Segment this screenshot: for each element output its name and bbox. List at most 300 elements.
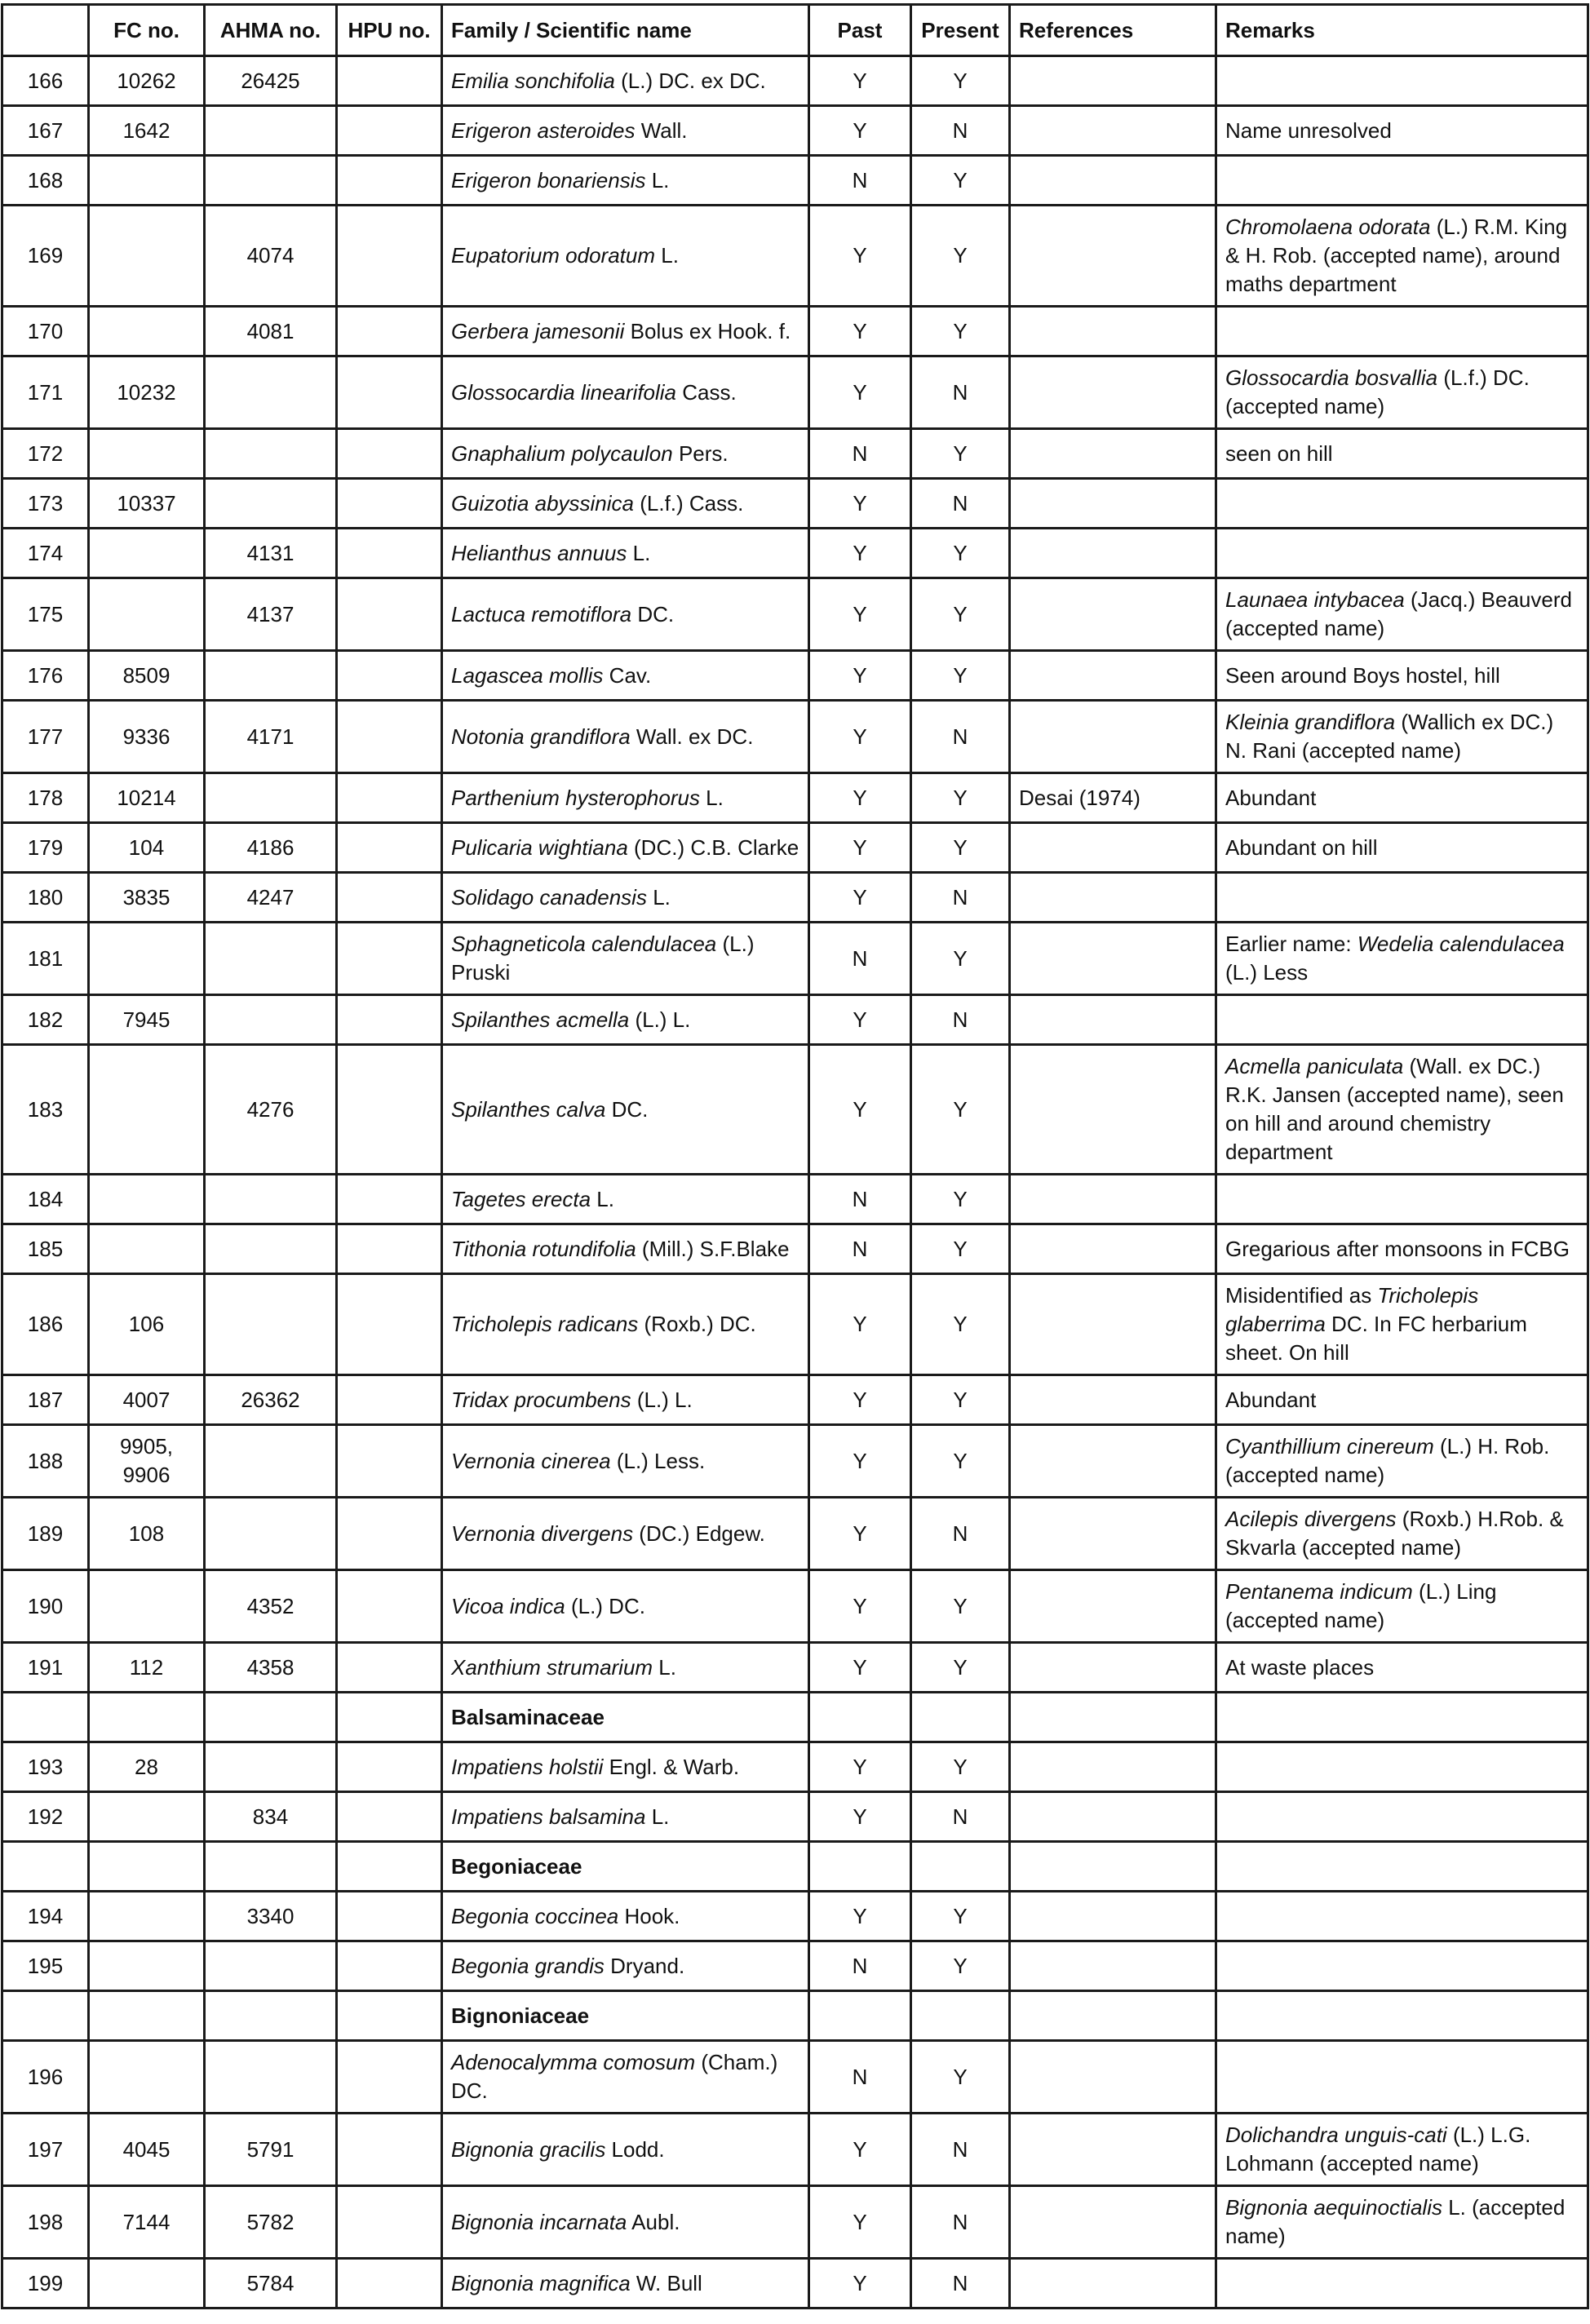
hpu-no-cell (337, 1425, 442, 1498)
empty-cell (205, 1842, 337, 1892)
table-row (2, 873, 1588, 923)
hpu-no-cell (337, 1175, 442, 1224)
species-authority: Dryand. (604, 1953, 685, 1978)
serial-no-cell: 179 (2, 823, 89, 873)
scientific-name-cell (442, 995, 809, 1045)
remark-text: Abundant on hill (1225, 834, 1378, 860)
present-cell: Y (911, 1643, 1010, 1693)
remarks-cell (1216, 479, 1588, 529)
serial-no-cell: 195 (2, 1941, 89, 1991)
flora-table (1, 3, 1589, 2309)
species-name: Vicoa indica (451, 1593, 565, 1618)
past-cell: Y (809, 1375, 911, 1425)
remarks-cell (1216, 2114, 1588, 2186)
fc-no-cell (89, 1570, 205, 1643)
species-name: Emilia sonchifolia (451, 68, 615, 93)
references-cell (1010, 106, 1216, 156)
references-cell (1010, 1742, 1216, 1792)
present-cell: N (911, 1792, 1010, 1842)
ahma-no-cell (205, 1941, 337, 1991)
remark-text: DC. In FC herbarium sheet. On hill (1225, 1312, 1527, 1365)
species-authority: L. (645, 167, 670, 193)
past-cell: Y (809, 873, 911, 923)
table-row (2, 823, 1588, 873)
remarks-cell (1216, 1892, 1588, 1941)
empty-cell (1216, 1991, 1588, 2041)
species-name: Tricholepis radicans (451, 1312, 639, 1336)
present-cell: Y (911, 307, 1010, 356)
references-cell (1010, 995, 1216, 1045)
scientific-name-cell (442, 529, 809, 578)
species-authority: (L.) Less. (610, 1448, 706, 1473)
species-name: Helianthus annuus (451, 540, 627, 565)
fc-no-cell (89, 1224, 205, 1274)
species-name: Begonia coccinea (451, 1903, 619, 1928)
ahma-no-cell (205, 651, 337, 701)
table-row (2, 1570, 1588, 1643)
scientific-name-cell (442, 1792, 809, 1842)
past-cell: Y (809, 1892, 911, 1941)
present-cell: Y (911, 1941, 1010, 1991)
remark-italic-name: Glossocardia bosvallia (1225, 365, 1438, 390)
scientific-name-cell (442, 1175, 809, 1224)
present-cell: Y (911, 1045, 1010, 1175)
remark-text: Abundant (1225, 1387, 1317, 1412)
fc-no-cell (89, 923, 205, 995)
remarks-cell (1216, 1498, 1588, 1570)
scientific-name-cell (442, 356, 809, 429)
species-authority: (L.) L. (631, 1387, 693, 1412)
species-name: Bignonia incarnata (451, 2209, 627, 2234)
species-authority: L. (627, 540, 651, 565)
fc-no-cell (89, 1175, 205, 1224)
serial-no-cell: 191 (2, 1643, 89, 1693)
serial-no-cell: 173 (2, 479, 89, 529)
serial-no-cell: 186 (2, 1274, 89, 1375)
empty-cell (911, 1842, 1010, 1892)
remarks-cell (1216, 1045, 1588, 1175)
serial-no-cell: 176 (2, 651, 89, 701)
empty-cell (2, 1693, 89, 1742)
table-row (2, 56, 1588, 106)
table-row (2, 578, 1588, 651)
serial-no-cell: 198 (2, 2186, 89, 2259)
remark-text: Misidentified as (1225, 1283, 1378, 1308)
table-row (2, 1742, 1588, 1792)
header-scientific-name: Family / Scientific name (442, 5, 809, 56)
remark-text: (Roxb.) H.Rob. & Skvarla (accepted name) (1225, 1507, 1564, 1560)
species-authority: (L.) DC. ex DC. (614, 68, 766, 93)
hpu-no-cell (337, 1570, 442, 1643)
remark-text: (L.) R.M. King & H. Rob. (accepted name), around maths department (1225, 215, 1568, 296)
family-name (442, 1693, 809, 1742)
hpu-no-cell (337, 773, 442, 823)
remarks-cell (1216, 578, 1588, 651)
remark-text: (Wallich ex DC.) N. Rani (accepted name) (1225, 710, 1554, 763)
species-name: Solidago canadensis (451, 884, 647, 910)
fc-no-cell (89, 1045, 205, 1175)
past-cell: Y (809, 1498, 911, 1570)
ahma-no-cell (205, 356, 337, 429)
remark-italic-name: Chromolaena odorata (1225, 215, 1431, 239)
references-cell (1010, 1570, 1216, 1643)
scientific-name-cell (442, 823, 809, 873)
scientific-name-cell (442, 1570, 809, 1643)
header-row (2, 5, 1588, 56)
past-cell: Y (809, 1742, 911, 1792)
family-label: Begoniaceae (451, 1853, 582, 1879)
species-name: Gnaphalium polycaulon (451, 440, 673, 466)
species-authority: (Mill.) S.F.Blake (636, 1236, 790, 1261)
present-cell: Y (911, 578, 1010, 651)
serial-no-cell: 183 (2, 1045, 89, 1175)
table-row (2, 2186, 1588, 2259)
species-authority: Cass. (676, 379, 737, 405)
scientific-name-cell (442, 106, 809, 156)
present-cell: Y (911, 429, 1010, 479)
empty-cell (2, 1991, 89, 2041)
table-row (2, 2041, 1588, 2114)
ahma-no-cell: 4186 (205, 823, 337, 873)
past-cell: Y (809, 651, 911, 701)
family-label: Balsaminaceae (451, 1704, 605, 1729)
references-cell (1010, 2041, 1216, 2114)
present-cell: N (911, 356, 1010, 429)
remark-italic-name: Dolichandra unguis-cati (1225, 2123, 1447, 2147)
table-row (2, 1274, 1588, 1375)
table-header (2, 5, 1588, 56)
table-row (2, 1643, 1588, 1693)
species-authority: W. Bull (630, 2270, 702, 2295)
header-ahma-no: AHMA no. (205, 5, 337, 56)
ahma-no-cell: 4358 (205, 1643, 337, 1693)
present-cell: Y (911, 156, 1010, 206)
past-cell: Y (809, 1425, 911, 1498)
species-authority: DC. (605, 1096, 649, 1122)
empty-cell (337, 1693, 442, 1742)
past-cell: Y (809, 701, 911, 773)
ahma-no-cell (205, 1498, 337, 1570)
hpu-no-cell (337, 873, 442, 923)
present-cell: Y (911, 773, 1010, 823)
hpu-no-cell (337, 1941, 442, 1991)
empty-cell (1216, 1842, 1588, 1892)
remarks-cell (1216, 995, 1588, 1045)
references-cell (1010, 1045, 1216, 1175)
scientific-name-cell (442, 1892, 809, 1941)
hpu-no-cell (337, 479, 442, 529)
species-name: Erigeron asteroides (451, 117, 636, 143)
serial-no-cell: 188 (2, 1425, 89, 1498)
hpu-no-cell (337, 1742, 442, 1792)
scientific-name-cell (442, 2259, 809, 2309)
table-row (2, 1792, 1588, 1842)
scientific-name-cell (442, 1274, 809, 1375)
empty-cell (1010, 1991, 1216, 2041)
references-cell (1010, 1274, 1216, 1375)
remark-text: (Jacq.) Beauverd (accepted name) (1225, 587, 1572, 640)
fc-no-cell (89, 2259, 205, 2309)
fc-no-cell (89, 529, 205, 578)
present-cell: Y (911, 1175, 1010, 1224)
remark-text: Abundant (1225, 785, 1317, 810)
empty-cell (337, 1842, 442, 1892)
empty-cell (1010, 1842, 1216, 1892)
fc-no-cell (89, 1792, 205, 1842)
remarks-cell (1216, 1643, 1588, 1693)
remark-text: L. (accepted name) (1225, 2195, 1566, 2248)
species-name: Erigeron bonariensis (451, 167, 646, 193)
remark-italic-name: Kleinia grandiflora (1225, 710, 1396, 734)
serial-no-cell: 194 (2, 1892, 89, 1941)
fc-no-cell: 7945 (89, 995, 205, 1045)
serial-no-cell: 189 (2, 1498, 89, 1570)
family-row (2, 1991, 1588, 2041)
header-references: References (1010, 5, 1216, 56)
scientific-name-cell (442, 2114, 809, 2186)
table-row (2, 307, 1588, 356)
references-cell (1010, 578, 1216, 651)
past-cell: N (809, 156, 911, 206)
table-row (2, 206, 1588, 307)
table-row (2, 923, 1588, 995)
hpu-no-cell (337, 106, 442, 156)
ahma-no-cell: 834 (205, 1792, 337, 1842)
ahma-no-cell (205, 156, 337, 206)
ahma-no-cell (205, 1425, 337, 1498)
remarks-cell (1216, 1375, 1588, 1425)
present-cell: Y (911, 823, 1010, 873)
species-name: Tagetes erecta (451, 1186, 591, 1211)
table-body (2, 56, 1588, 2309)
table-row (2, 156, 1588, 206)
ahma-no-cell: 26362 (205, 1375, 337, 1425)
hpu-no-cell (337, 1643, 442, 1693)
past-cell: N (809, 429, 911, 479)
scientific-name-cell (442, 1742, 809, 1792)
scientific-name-cell (442, 651, 809, 701)
fc-no-cell: 10214 (89, 773, 205, 823)
past-cell: Y (809, 307, 911, 356)
scientific-name-cell (442, 773, 809, 823)
remarks-cell (1216, 2259, 1588, 2309)
scientific-name-cell (442, 56, 809, 106)
past-cell: Y (809, 2186, 911, 2259)
present-cell: Y (911, 1375, 1010, 1425)
present-cell: N (911, 2186, 1010, 2259)
ahma-no-cell (205, 429, 337, 479)
table-row (2, 1224, 1588, 1274)
past-cell: Y (809, 773, 911, 823)
remarks-cell (1216, 356, 1588, 429)
table-row (2, 1425, 1588, 1498)
ahma-no-cell (205, 2041, 337, 2114)
hpu-no-cell (337, 578, 442, 651)
header-serial (2, 5, 89, 56)
species-name: Pulicaria wightiana (451, 834, 628, 860)
serial-no-cell: 174 (2, 529, 89, 578)
serial-no-cell: 199 (2, 2259, 89, 2309)
present-cell: Y (911, 1570, 1010, 1643)
table-row (2, 1045, 1588, 1175)
present-cell: Y (911, 1742, 1010, 1792)
past-cell: N (809, 1941, 911, 1991)
serial-no-cell: 192 (2, 1792, 89, 1842)
hpu-no-cell (337, 1792, 442, 1842)
species-authority: Cav. (603, 662, 652, 688)
past-cell: N (809, 2041, 911, 2114)
serial-no-cell: 172 (2, 429, 89, 479)
species-name: Tithonia rotundifolia (451, 1236, 636, 1261)
fc-no-cell: 8509 (89, 651, 205, 701)
hpu-no-cell (337, 995, 442, 1045)
species-name: Bignonia gracilis (451, 2136, 606, 2162)
ahma-no-cell: 3340 (205, 1892, 337, 1941)
ahma-no-cell (205, 773, 337, 823)
references-cell (1010, 1224, 1216, 1274)
species-name: Notonia grandiflora (451, 724, 631, 749)
scientific-name-cell (442, 429, 809, 479)
references-cell (1010, 873, 1216, 923)
remark-text: (L.) Ling (accepted name) (1225, 1579, 1497, 1632)
table-row (2, 2114, 1588, 2186)
species-name: Lactuca remotiflora (451, 601, 632, 626)
fc-no-cell (89, 2041, 205, 2114)
ahma-no-cell: 26425 (205, 56, 337, 106)
references-cell (1010, 1941, 1216, 1991)
scientific-name-cell (442, 2041, 809, 2114)
empty-cell (809, 1991, 911, 2041)
ahma-no-cell (205, 1742, 337, 1792)
remark-text: seen on hill (1225, 440, 1333, 466)
species-authority: (L.) DC. (565, 1593, 645, 1618)
serial-no-cell: 197 (2, 2114, 89, 2186)
past-cell: Y (809, 2114, 911, 2186)
ahma-no-cell (205, 1175, 337, 1224)
serial-no-cell: 178 (2, 773, 89, 823)
past-cell: Y (809, 1792, 911, 1842)
scientific-name-cell (442, 1425, 809, 1498)
remarks-cell (1216, 429, 1588, 479)
family-row (2, 1693, 1588, 1742)
serial-no-cell: 184 (2, 1175, 89, 1224)
remarks-cell (1216, 873, 1588, 923)
remark-text: (Wall. ex DC.) R.K. Jansen (accepted name), seen on hill and around chemistry department (1225, 1054, 1564, 1164)
species-name: Spilanthes calva (451, 1096, 606, 1122)
species-authority: L. (653, 1654, 676, 1680)
species-name: Xanthium strumarium (451, 1654, 653, 1680)
species-authority: Wall. (635, 117, 688, 143)
empty-cell (911, 1991, 1010, 2041)
references-cell (1010, 1498, 1216, 1570)
species-name: Guizotia abyssinica (451, 490, 634, 516)
references-cell (1010, 2186, 1216, 2259)
fc-no-cell (89, 1892, 205, 1941)
past-cell: N (809, 1175, 911, 1224)
fc-no-cell (89, 206, 205, 307)
serial-no-cell: 181 (2, 923, 89, 995)
remarks-cell (1216, 773, 1588, 823)
scientific-name-cell (442, 1941, 809, 1991)
remark-text: Name unresolved (1225, 117, 1392, 143)
serial-no-cell: 196 (2, 2041, 89, 2114)
scientific-name-cell (442, 307, 809, 356)
references-cell (1010, 651, 1216, 701)
species-authority: (Roxb.) DC. (638, 1312, 756, 1336)
species-name: Glossocardia linearifolia (451, 379, 677, 405)
remarks-cell (1216, 1224, 1588, 1274)
fc-no-cell: 4007 (89, 1375, 205, 1425)
species-authority: Wall. ex DC. (630, 724, 754, 749)
empty-cell (809, 1842, 911, 1892)
table-row (2, 356, 1588, 429)
remarks-cell (1216, 529, 1588, 578)
remark-italic-name: Acilepis divergens (1225, 1507, 1397, 1531)
references-cell (1010, 156, 1216, 206)
remark-italic-name: Cyanthillium cinereum (1225, 1434, 1434, 1459)
hpu-no-cell (337, 923, 442, 995)
species-authority: (DC.) C.B. Clarke (627, 834, 799, 860)
past-cell: Y (809, 823, 911, 873)
ahma-no-cell: 4276 (205, 1045, 337, 1175)
scientific-name-cell (442, 206, 809, 307)
species-authority: L. (591, 1186, 614, 1211)
empty-cell (205, 1693, 337, 1742)
serial-no-cell: 182 (2, 995, 89, 1045)
fc-no-cell: 10337 (89, 479, 205, 529)
past-cell: Y (809, 578, 911, 651)
hpu-no-cell (337, 206, 442, 307)
remarks-cell (1216, 307, 1588, 356)
empty-cell (337, 1991, 442, 2041)
present-cell: N (911, 701, 1010, 773)
past-cell: Y (809, 1570, 911, 1643)
ahma-no-cell: 4081 (205, 307, 337, 356)
past-cell: Y (809, 995, 911, 1045)
hpu-no-cell (337, 2259, 442, 2309)
serial-no-cell: 167 (2, 106, 89, 156)
present-cell: Y (911, 651, 1010, 701)
ahma-no-cell: 5782 (205, 2186, 337, 2259)
scientific-name-cell (442, 873, 809, 923)
present-cell: N (911, 1498, 1010, 1570)
species-name: Spilanthes acmella (451, 1007, 630, 1032)
hpu-no-cell (337, 1498, 442, 1570)
past-cell: Y (809, 206, 911, 307)
references-cell (1010, 823, 1216, 873)
present-cell: Y (911, 529, 1010, 578)
fc-no-cell (89, 307, 205, 356)
table-row (2, 2259, 1588, 2309)
references-cell: Desai (1974) (1010, 773, 1216, 823)
hpu-no-cell (337, 156, 442, 206)
present-cell: Y (911, 1224, 1010, 1274)
species-name: Vernonia cinerea (451, 1448, 611, 1473)
remark-text: Seen around Boys hostel, hill (1225, 662, 1500, 688)
remark-italic-name: Tricholepis glaberrima (1225, 1283, 1479, 1336)
present-cell: N (911, 479, 1010, 529)
species-name: Adenocalymma comosum (451, 2050, 696, 2074)
remark-text: Gregarious after monsoons in FCBG (1225, 1236, 1570, 1261)
references-cell (1010, 1892, 1216, 1941)
references-cell (1010, 923, 1216, 995)
serial-no-cell: 177 (2, 701, 89, 773)
scientific-name-cell (442, 1045, 809, 1175)
empty-cell (89, 1693, 205, 1742)
ahma-no-cell (205, 1274, 337, 1375)
serial-no-cell: 175 (2, 578, 89, 651)
header-present: Present (911, 5, 1010, 56)
